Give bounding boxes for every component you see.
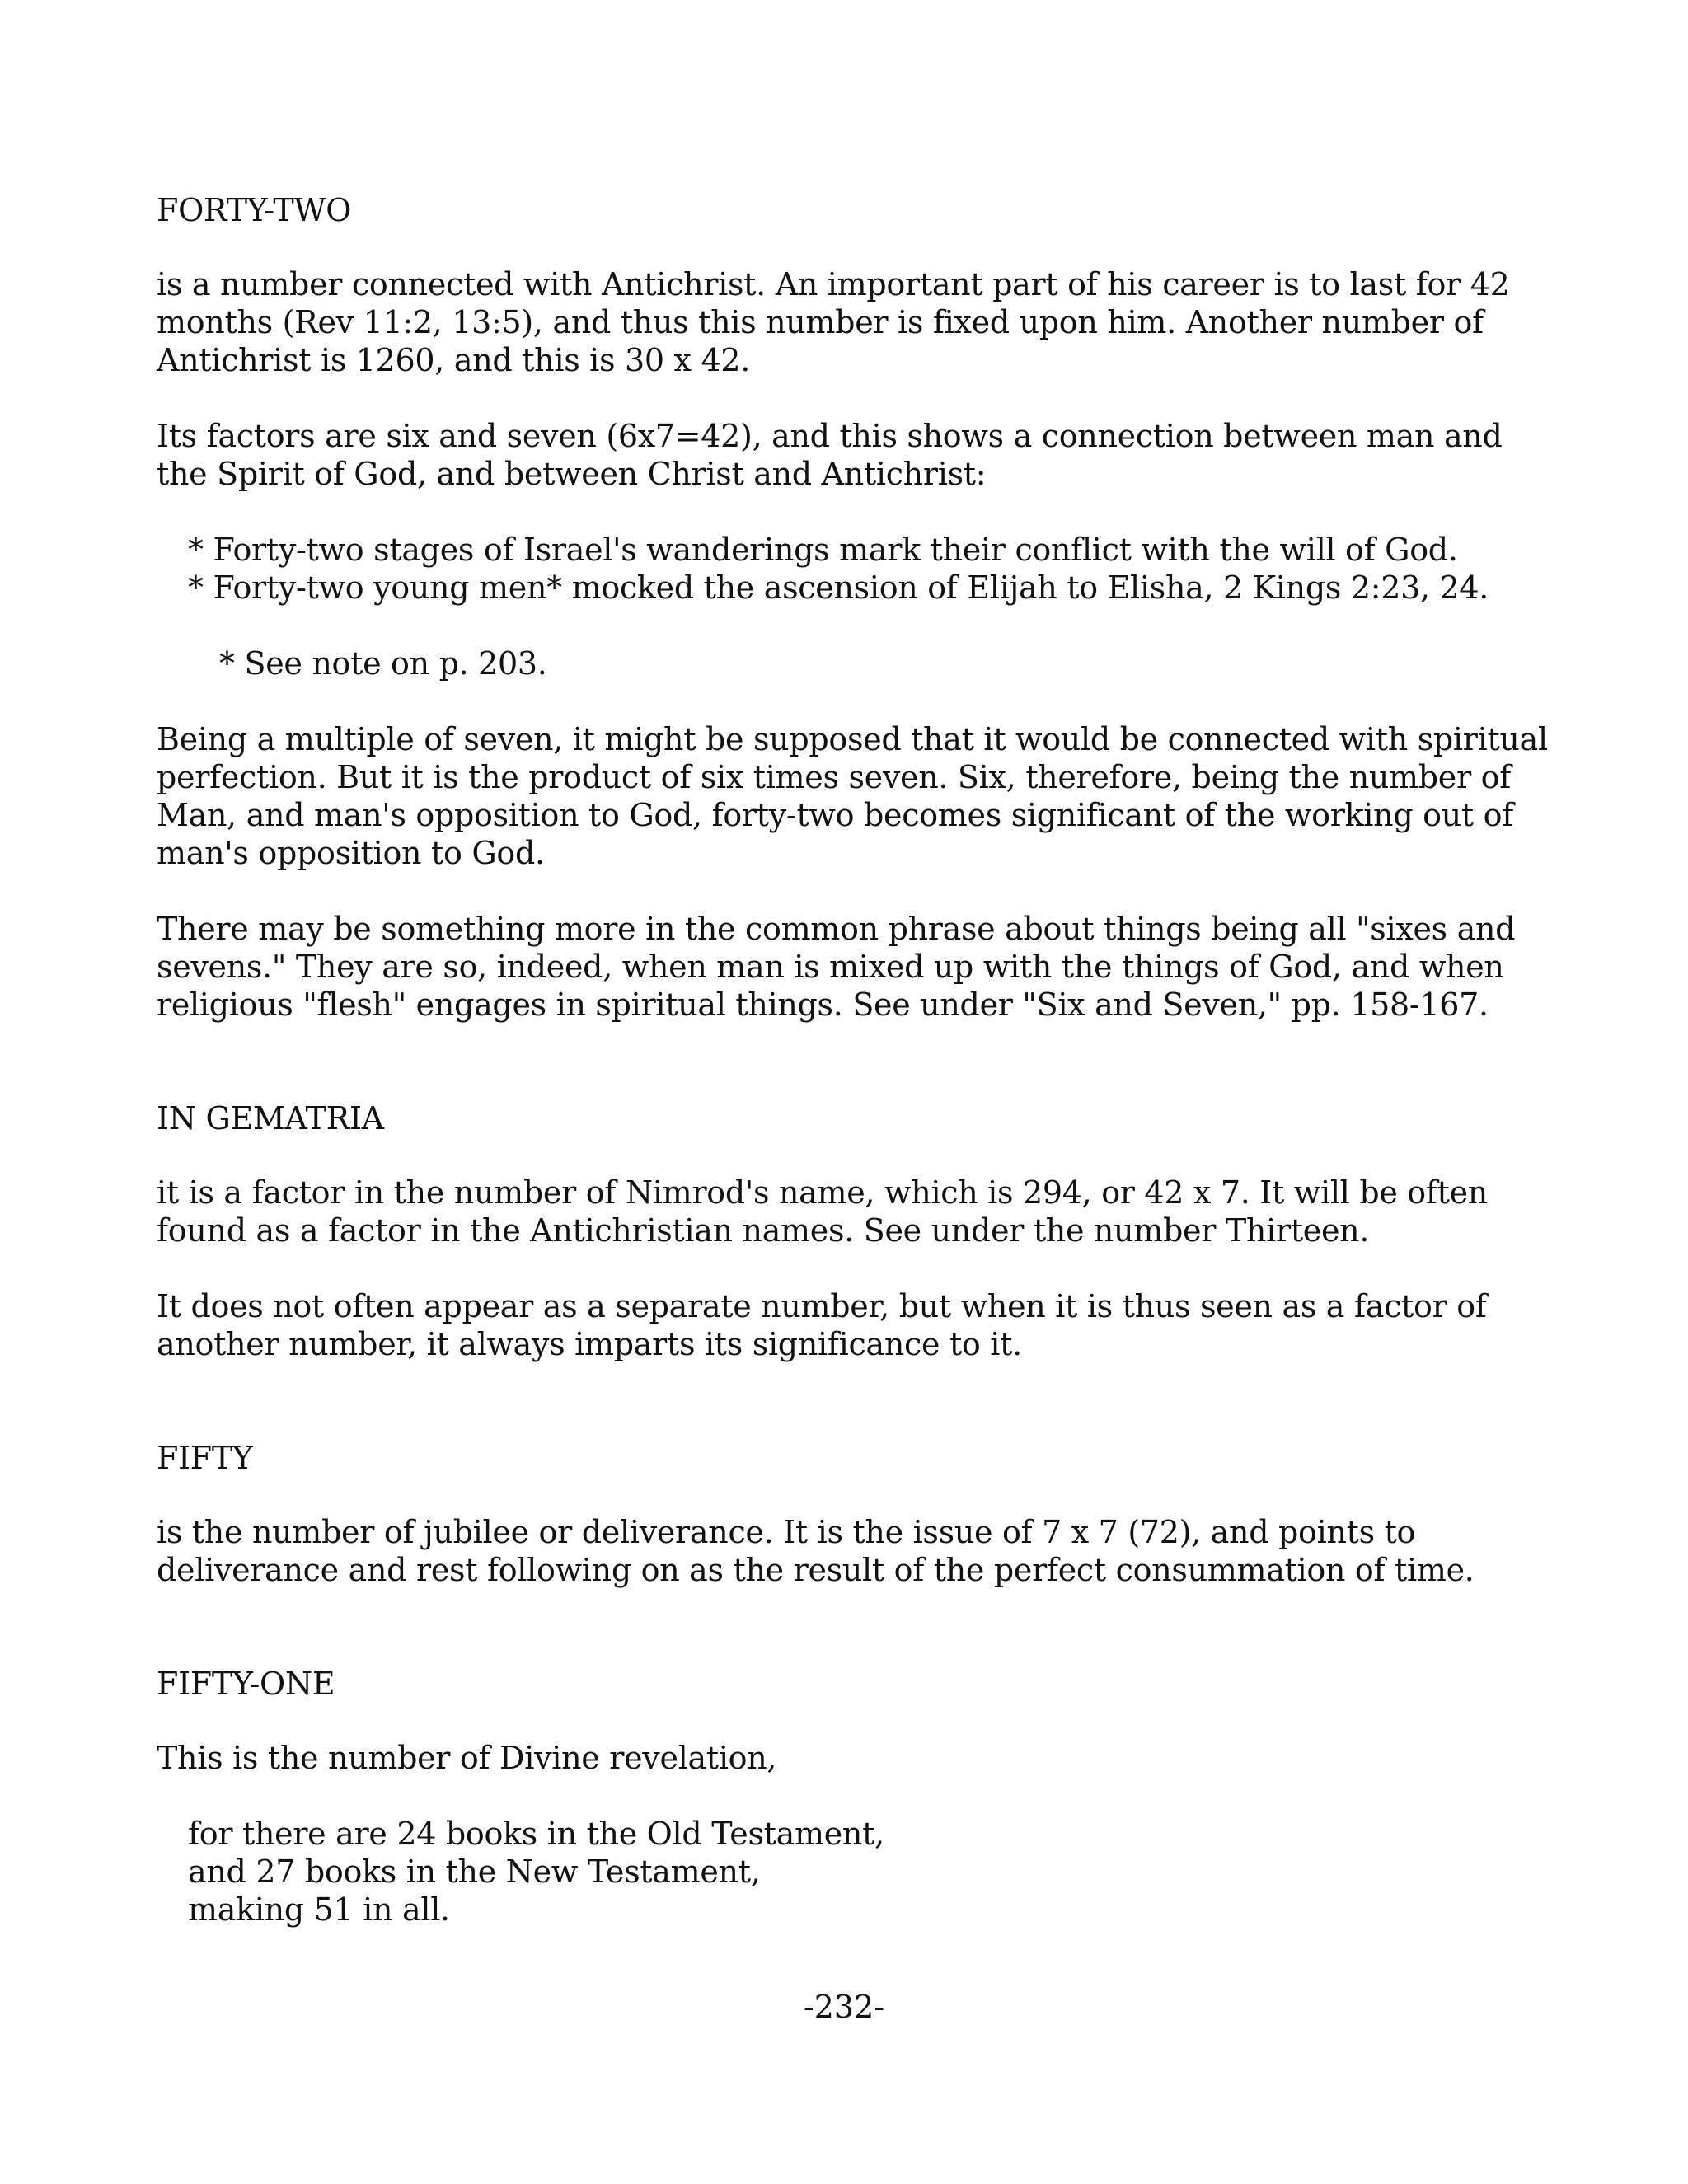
heading-fifty-one: FIFTY-ONE: [157, 1666, 335, 1702]
list-item: and 27 books in the New Testament,: [188, 1854, 761, 1890]
heading-fifty: FIFTY: [157, 1440, 253, 1476]
in-gematria-paragraph-1: it is a factor in the number of Nimrod's name, which is 294, or 42 x 7. It will be often found as a factor in the Antichristian names. See under the number Thirteen.: [157, 1174, 1488, 1249]
list-item: making 51 in all.: [188, 1891, 450, 1928]
fifty-one-paragraph-1: This is the number of Divine revelation,: [157, 1740, 777, 1776]
footnote: * See note on p. 203.: [219, 645, 547, 682]
forty-two-paragraph-2: Its factors are six and seven (6x7=42), and this shows a connection between man and the Spirit of God, and between Christ and Antichrist:: [157, 418, 1503, 492]
forty-two-paragraph-1: is a number connected with Antichrist. An important part of his career is to last for 42 months (Rev 11:2, 13:5), and thus this number is fixed upon him. Another number of Antichrist is 1260, and this is 30 x 42.: [157, 266, 1510, 378]
fifty-paragraph-1: is the number of jubilee or deliverance. It is the issue of 7 x 7 (72), and points to deliverance and rest following on as the result of the perfect consummation of time.: [157, 1514, 1475, 1588]
forty-two-paragraph-3: Being a multiple of seven, it might be supposed that it would be connected with spiritual perfection. But it is the product of six times seven. Six, therefore, being the number of Man, and man's opposition to God, forty-two becomes significant of the working out of man's opposition to God.: [157, 721, 1548, 871]
section-spacer: [157, 1401, 1558, 1439]
heading-in-gematria: IN GEMATRIA: [157, 1100, 384, 1137]
forty-two-paragraph-4: There may be something more in the common phrase about things being all "sixes and sevens." They are so, indeed, when man is mixed up with the things of God, and when religious "flesh" engages in spiritual things. See under "Six and Seven," pp. 158-167.: [157, 911, 1516, 1023]
section-spacer: [157, 1627, 1558, 1665]
page-content: [157, 191, 1558, 1929]
in-gematria-paragraph-2: It does not often appear as a separate number, but when it is thus seen as a factor of another number, it always imparts its significance to it.: [157, 1288, 1487, 1362]
forty-two-bullet-list: [188, 531, 1558, 607]
page-number: -232-: [803, 1989, 885, 2025]
list-item: * Forty-two young men* mocked the ascension of Elijah to Elisha, 2 Kings 2:23, 24.: [188, 569, 1489, 606]
list-item: for there are 24 books in the Old Testament,: [188, 1816, 884, 1852]
section-spacer: [157, 1062, 1558, 1099]
list-item: * Forty-two stages of Israel's wanderings mark their conflict with the will of God.: [188, 532, 1458, 568]
fifty-one-indented-lines: [188, 1815, 1558, 1929]
heading-forty-two: FORTY-TWO: [157, 192, 352, 228]
